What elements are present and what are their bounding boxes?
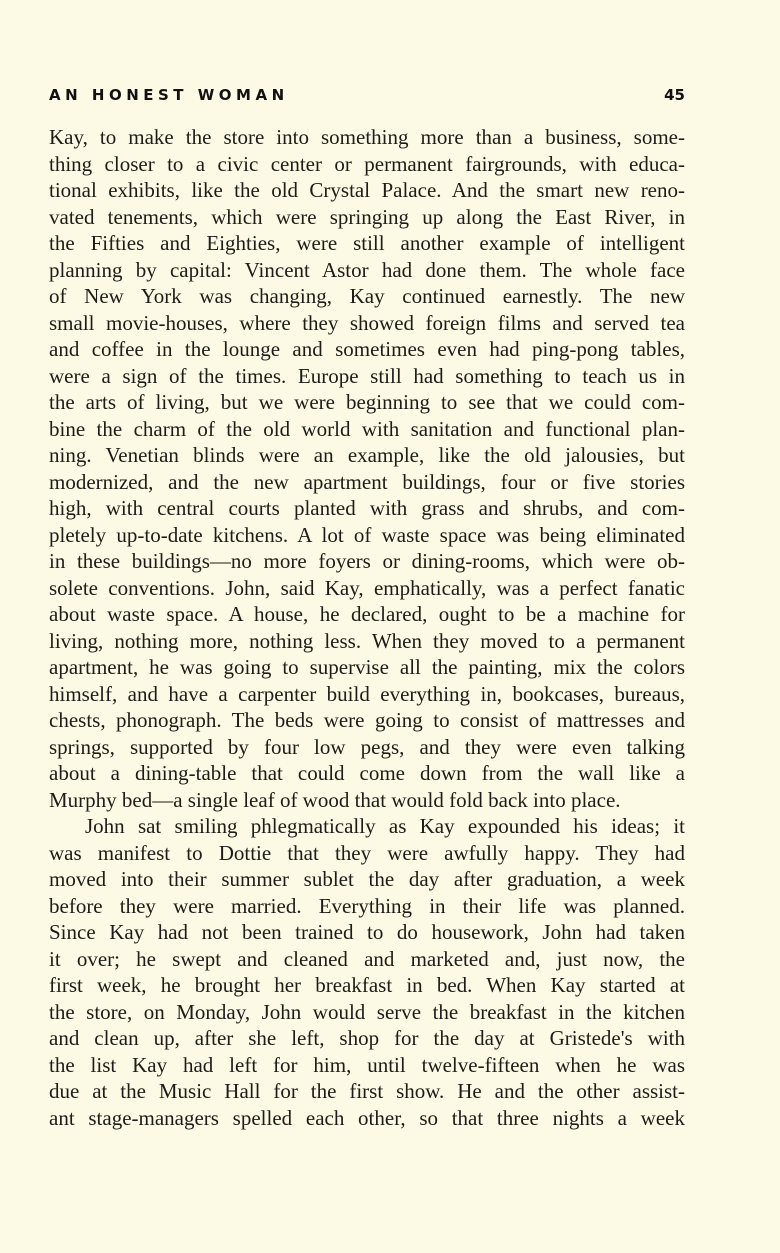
text-line: of New York was changing, Kay continued earnestly. The new (49, 284, 685, 308)
text-line: was manifest to Dottie that they were awfully happy. They had (49, 840, 685, 865)
text-line: the store, on Monday, John would serve the breakfast in the kitchen (49, 999, 685, 1024)
text-line: the Fifties and Eighties, were still another example of intelligent (49, 231, 685, 255)
paragraph-2 (49, 813, 685, 1131)
text-line: modernized, and the new apartment buildings, four or five stories (49, 469, 685, 494)
text-line: due at the Music Hall for the first show. He and the other assist- (49, 1079, 685, 1103)
text-line: Murphy bed—a single leaf of wood that would fold back into place. (49, 787, 621, 812)
page-number: 45 (664, 86, 685, 104)
text-line: and clean up, after she left, shop for the day at Gristede's with (49, 1026, 685, 1050)
text-line: springs, supported by four low pegs, and they were even talking (49, 734, 685, 759)
text-line: it over; he swept and cleaned and marketed and, just now, the (49, 946, 685, 971)
text-line: the arts of living, but we were beginning to see that we could com- (49, 390, 685, 414)
text-line: Since Kay had not been trained to do housework, John had taken (49, 920, 685, 944)
text-line: planning by capital: Vincent Astor had done them. The whole face (49, 257, 685, 282)
text-line: about waste space. A house, he declared, ought to be a machine for (49, 602, 685, 626)
text-line: solete conventions. John, said Kay, emphatically, was a perfect fanatic (49, 575, 685, 600)
text-line: living, nothing more, nothing less. When they moved to a permanent (49, 628, 685, 653)
text-line: himself, and have a carpenter build everything in, bookcases, bureaus, (49, 681, 685, 706)
text-line: bine the charm of the old world with sanitation and functional plan- (49, 416, 685, 441)
text-line: first week, he brought her breakfast in bed. When Kay started at (49, 973, 685, 997)
text-line: pletely up-to-date kitchens. A lot of waste space was being eliminated (49, 522, 685, 547)
text-line: ning. Venetian blinds were an example, like the old jalousies, but (49, 443, 685, 467)
text-line: the list Kay had left for him, until twelve-fifteen when he was (49, 1052, 685, 1077)
text-line: before they were married. Everything in their life was planned. (49, 893, 685, 918)
text-line: moved into their summer sublet the day after graduation, a week (49, 867, 685, 891)
paragraph-1 (49, 124, 685, 813)
text-line: Kay, to make the store into something more than a business, some- (49, 125, 685, 149)
text-line: in these buildings—no more foyers or dining-rooms, which were ob- (49, 549, 685, 573)
text-line: John sat smiling phlegmatically as Kay expounded his ideas; it (85, 814, 685, 838)
text-line: small movie-houses, where they showed foreign films and served tea (49, 310, 685, 335)
text-line: were a sign of the times. Europe still had something to teach us in (49, 363, 685, 388)
text-line: vated tenements, which were springing up along the East River, in (49, 204, 685, 229)
body-text (49, 124, 685, 1131)
running-head (49, 86, 685, 110)
running-title: AN HONEST WOMAN (49, 86, 289, 104)
text-line: high, with central courts planted with grass and shrubs, and com- (49, 496, 685, 520)
text-line: tional exhibits, like the old Crystal Palace. And the smart new reno- (49, 178, 685, 202)
text-line: about a dining-table that could come down from the wall like a (49, 761, 685, 785)
text-line: chests, phonograph. The beds were going to consist of mattresses and (49, 708, 685, 732)
text-line: apartment, he was going to supervise all the painting, mix the colors (49, 655, 685, 679)
text-line: and coffee in the lounge and sometimes even had ping-pong tables, (49, 337, 685, 361)
text-line: ant stage-managers spelled each other, so that three nights a week (49, 1105, 685, 1130)
text-line: thing closer to a civic center or permanent fairgrounds, with educa- (49, 151, 685, 176)
